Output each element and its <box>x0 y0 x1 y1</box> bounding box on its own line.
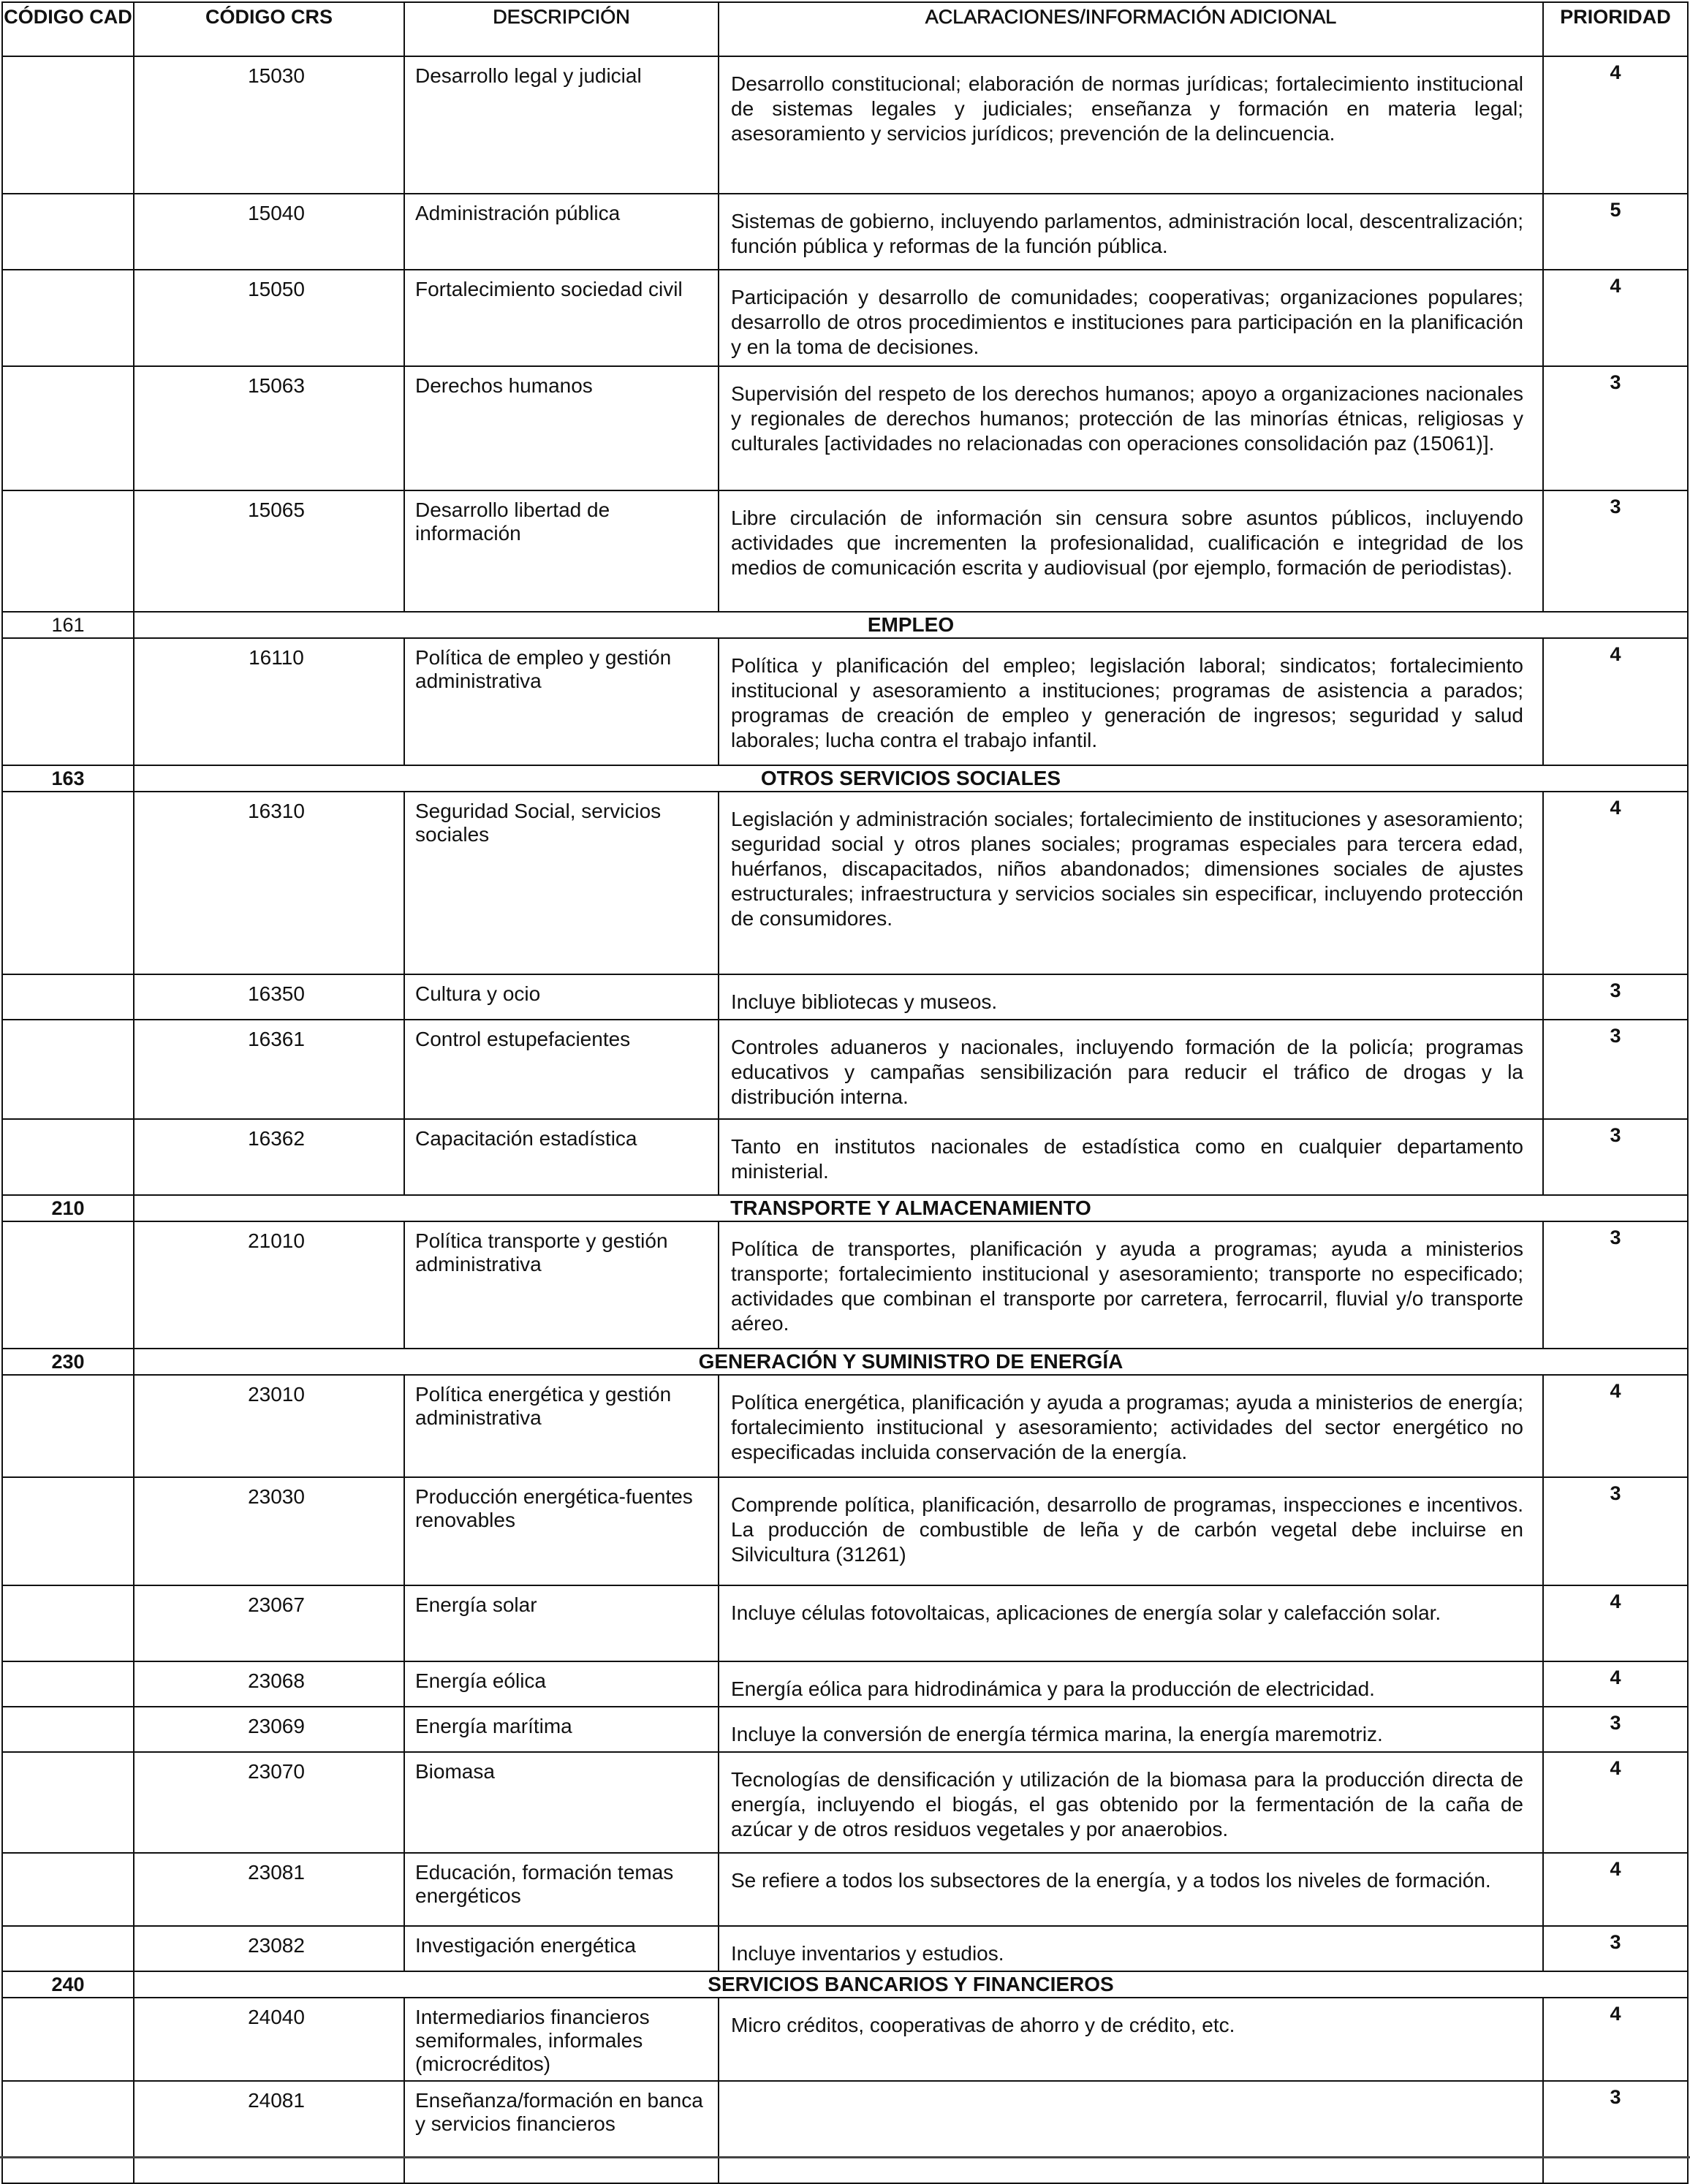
section-title: GENERACIÓN Y SUMINISTRO DE ENERGÍA <box>134 1349 1688 1375</box>
table-row <box>2 1585 1688 1661</box>
additional-info <box>719 2081 1543 2183</box>
priority: 4 <box>1543 1585 1688 1661</box>
additional-info: Sistemas de gobierno, incluyendo parlamentos, administración local, descentralización; función pública y reformas de la función pública. <box>719 194 1543 270</box>
crs-code: 24040 <box>134 1998 404 2081</box>
priority: 4 <box>1543 1853 1688 1926</box>
priority: 3 <box>1543 366 1688 490</box>
header-row <box>2 2 1688 56</box>
table-row <box>2 1020 1688 1119</box>
description: Intermediarios financieros semiformales, informales (microcréditos) <box>404 1998 719 2081</box>
additional-info: Desarrollo constitucional; elaboración de normas jurídicas; fortalecimiento institucional de sistemas legales y judiciales; enseñanza y formación en materia legal; asesoramiento y servicios jurídicos; prevención de la delincuencia. <box>719 56 1543 194</box>
crs-code: 23010 <box>134 1375 404 1477</box>
cad-cell <box>2 1707 134 1752</box>
priority: 4 <box>1543 1998 1688 2081</box>
cad-cell <box>2 638 134 765</box>
crs-code: 15030 <box>134 56 404 194</box>
crs-code: 23070 <box>134 1752 404 1853</box>
description: Cultura y ocio <box>404 974 719 1020</box>
table-row <box>2 1119 1688 1195</box>
table-row <box>2 1853 1688 1926</box>
table-row <box>2 1707 1688 1752</box>
additional-info: Incluye bibliotecas y museos. <box>719 974 1543 1020</box>
description: Educación, formación temas energéticos <box>404 1853 719 1926</box>
additional-info: Energía eólica para hidrodinámica y para la producción de electricidad. <box>719 1661 1543 1707</box>
priority: 4 <box>1543 792 1688 974</box>
section-title: TRANSPORTE Y ALMACENAMIENTO <box>134 1195 1688 1221</box>
description: Política transporte y gestión administrativa <box>404 1221 719 1349</box>
cad-cell <box>2 1585 134 1661</box>
description: Investigación energética <box>404 1926 719 1971</box>
section-cad-code: 161 <box>2 612 134 638</box>
table-row <box>2 490 1688 612</box>
section-cad-code: 163 <box>2 765 134 792</box>
priority: 3 <box>1543 1477 1688 1585</box>
section-cad-code: 230 <box>2 1349 134 1375</box>
section-cad-code: 210 <box>2 1195 134 1221</box>
crs-code: 16110 <box>134 638 404 765</box>
description: Política energética y gestión administrativa <box>404 1375 719 1477</box>
description: Política de empleo y gestión administrativa <box>404 638 719 765</box>
additional-info: Tanto en institutos nacionales de estadística como en cualquier departamento ministerial. <box>719 1119 1543 1195</box>
additional-info: Comprende política, planificación, desarrollo de programas, inspecciones e incentivos. La producción de combustible de leña y de carbón vegetal debe incluirse en Silvicultura (31261) <box>719 1477 1543 1585</box>
table-row <box>2 56 1688 194</box>
crs-code: 16362 <box>134 1119 404 1195</box>
crs-code: 23068 <box>134 1661 404 1707</box>
cad-cell <box>2 1661 134 1707</box>
table-row <box>2 792 1688 974</box>
section-row <box>2 1349 1688 1375</box>
priority: 4 <box>1543 1661 1688 1707</box>
additional-info: Política energética, planificación y ayuda a programas; ayuda a ministerios de energía; fortalecimiento institucional y asesoramiento; actividades del sector energético no especificadas incluida conservación de la energía. <box>719 1375 1543 1477</box>
section-row <box>2 1971 1688 1998</box>
table-row <box>2 2081 1688 2183</box>
cad-cell <box>2 1119 134 1195</box>
description: Administración pública <box>404 194 719 270</box>
table-row <box>2 1221 1688 1349</box>
codes-table <box>1 1 1689 2184</box>
cad-cell <box>2 1020 134 1119</box>
table-row <box>2 638 1688 765</box>
additional-info: Se refiere a todos los subsectores de la energía, y a todos los niveles de formación. <box>719 1853 1543 1926</box>
crs-code: 16310 <box>134 792 404 974</box>
cad-cell <box>2 1221 134 1349</box>
additional-info: Controles aduaneros y nacionales, incluyendo formación de la policía; programas educativos y campañas sensibilización para reducir el tráfico de drogas y la distribución interna. <box>719 1020 1543 1119</box>
description: Producción energética-fuentes renovables <box>404 1477 719 1585</box>
cad-cell <box>2 56 134 194</box>
table-row <box>2 1477 1688 1585</box>
cad-cell <box>2 1853 134 1926</box>
crs-code: 15063 <box>134 366 404 490</box>
crs-code: 15050 <box>134 270 404 366</box>
table-row <box>2 366 1688 490</box>
crs-code: 15065 <box>134 490 404 612</box>
section-row <box>2 1195 1688 1221</box>
section-row <box>2 765 1688 792</box>
table-row <box>2 194 1688 270</box>
priority: 3 <box>1543 974 1688 1020</box>
priority: 3 <box>1543 1926 1688 1971</box>
crs-code: 23030 <box>134 1477 404 1585</box>
header-priority: PRIORIDAD <box>1543 2 1688 56</box>
priority: 4 <box>1543 1752 1688 1853</box>
table-row <box>2 1998 1688 2081</box>
priority: 4 <box>1543 270 1688 366</box>
priority: 3 <box>1543 1020 1688 1119</box>
table-row <box>2 974 1688 1020</box>
additional-info: Supervisión del respeto de los derechos humanos; apoyo a organizaciones nacionales y regionales de derechos humanos; protección de las minorías étnicas, religiosas y culturales [actividades no relacionadas con operaciones consolidación paz (15061)]. <box>719 366 1543 490</box>
cad-cell <box>2 1926 134 1971</box>
bottom-rule <box>0 2156 1690 2158</box>
section-row <box>2 612 1688 638</box>
cad-cell <box>2 1375 134 1477</box>
section-cad-code: 240 <box>2 1971 134 1998</box>
table-row <box>2 1661 1688 1707</box>
additional-info: Política de transportes, planificación y ayuda a programas; ayuda a ministerios transporte; fortalecimiento institucional y asesoramiento; transporte no especificado; actividades que combinan el transporte por carretera, ferrocarril, fluvial y/o transporte aéreo. <box>719 1221 1543 1349</box>
crs-code: 21010 <box>134 1221 404 1349</box>
description: Desarrollo libertad de información <box>404 490 719 612</box>
priority: 3 <box>1543 1707 1688 1752</box>
additional-info: Incluye la conversión de energía térmica marina, la energía maremotriz. <box>719 1707 1543 1752</box>
additional-info: Participación y desarrollo de comunidades; cooperativas; organizaciones populares; desarrollo de otros procedimientos e instituciones para participación en la planificación y en la toma de decisiones. <box>719 270 1543 366</box>
description: Seguridad Social, servicios sociales <box>404 792 719 974</box>
priority: 4 <box>1543 638 1688 765</box>
priority: 3 <box>1543 2081 1688 2183</box>
additional-info: Incluye células fotovoltaicas, aplicaciones de energía solar y calefacción solar. <box>719 1585 1543 1661</box>
table-row <box>2 270 1688 366</box>
description: Enseñanza/formación en banca y servicios financieros <box>404 2081 719 2183</box>
additional-info: Libre circulación de información sin censura sobre asuntos públicos, incluyendo actividades que incrementen la profesionalidad, cualificación e integridad de los medios de comunicación escrita y audiovisual (por ejemplo, formación de periodistas). <box>719 490 1543 612</box>
description: Desarrollo legal y judicial <box>404 56 719 194</box>
cad-cell <box>2 974 134 1020</box>
cad-cell <box>2 1477 134 1585</box>
cad-cell <box>2 1998 134 2081</box>
description: Capacitación estadística <box>404 1119 719 1195</box>
table-row <box>2 1752 1688 1853</box>
section-title: SERVICIOS BANCARIOS Y FINANCIEROS <box>134 1971 1688 1998</box>
header-cad: CÓDIGO CAD <box>2 2 134 56</box>
priority: 3 <box>1543 490 1688 612</box>
cad-cell <box>2 1752 134 1853</box>
description: Energía eólica <box>404 1661 719 1707</box>
header-crs: CÓDIGO CRS <box>134 2 404 56</box>
description: Fortalecimiento sociedad civil <box>404 270 719 366</box>
crs-code: 24081 <box>134 2081 404 2183</box>
additional-info: Incluye inventarios y estudios. <box>719 1926 1543 1971</box>
description: Energía solar <box>404 1585 719 1661</box>
cad-cell <box>2 270 134 366</box>
additional-info: Tecnologías de densificación y utilización de la biomasa para la producción directa de energía, incluyendo el biogás, el gas obtenido por la fermentación de la caña de azúcar y de otros residuos vegetales y por anaerobios. <box>719 1752 1543 1853</box>
crs-code: 23067 <box>134 1585 404 1661</box>
table-row <box>2 1375 1688 1477</box>
cad-cell <box>2 366 134 490</box>
additional-info: Política y planificación del empleo; legislación laboral; sindicatos; fortalecimiento institucional y asesoramiento a instituciones; programas de asistencia a parados; programas de creación de empleo y generación de ingresos; seguridad y salud laborales; lucha contra el trabajo infantil. <box>719 638 1543 765</box>
description: Energía marítima <box>404 1707 719 1752</box>
description: Biomasa <box>404 1752 719 1853</box>
crs-code: 23082 <box>134 1926 404 1971</box>
additional-info: Legislación y administración sociales; fortalecimiento de instituciones y asesoramiento; seguridad social y otros planes sociales; programas especiales para tercera edad, huérfanos, discapacitados, niños abandonados; dimensiones sociales de ajustes estructurales; infraestructura y servicios sociales sin especificar, incluyendo protección de consumidores. <box>719 792 1543 974</box>
priority: 5 <box>1543 194 1688 270</box>
crs-code: 15040 <box>134 194 404 270</box>
crs-code: 16350 <box>134 974 404 1020</box>
priority: 4 <box>1543 56 1688 194</box>
section-title: EMPLEO <box>134 612 1688 638</box>
cad-cell <box>2 792 134 974</box>
cad-cell <box>2 490 134 612</box>
description: Derechos humanos <box>404 366 719 490</box>
crs-code: 23081 <box>134 1853 404 1926</box>
cad-cell <box>2 194 134 270</box>
header-additional-info: ACLARACIONES/INFORMACIÓN ADICIONAL <box>719 2 1543 56</box>
section-title: OTROS SERVICIOS SOCIALES <box>134 765 1688 792</box>
description: Control estupefacientes <box>404 1020 719 1119</box>
table-row <box>2 1926 1688 1971</box>
priority: 3 <box>1543 1119 1688 1195</box>
crs-code: 16361 <box>134 1020 404 1119</box>
crs-code: 23069 <box>134 1707 404 1752</box>
header-description: DESCRIPCIÓN <box>404 2 719 56</box>
priority: 3 <box>1543 1221 1688 1349</box>
priority: 4 <box>1543 1375 1688 1477</box>
additional-info: Micro créditos, cooperativas de ahorro y de crédito, etc. <box>719 1998 1543 2081</box>
cad-cell <box>2 2081 134 2183</box>
